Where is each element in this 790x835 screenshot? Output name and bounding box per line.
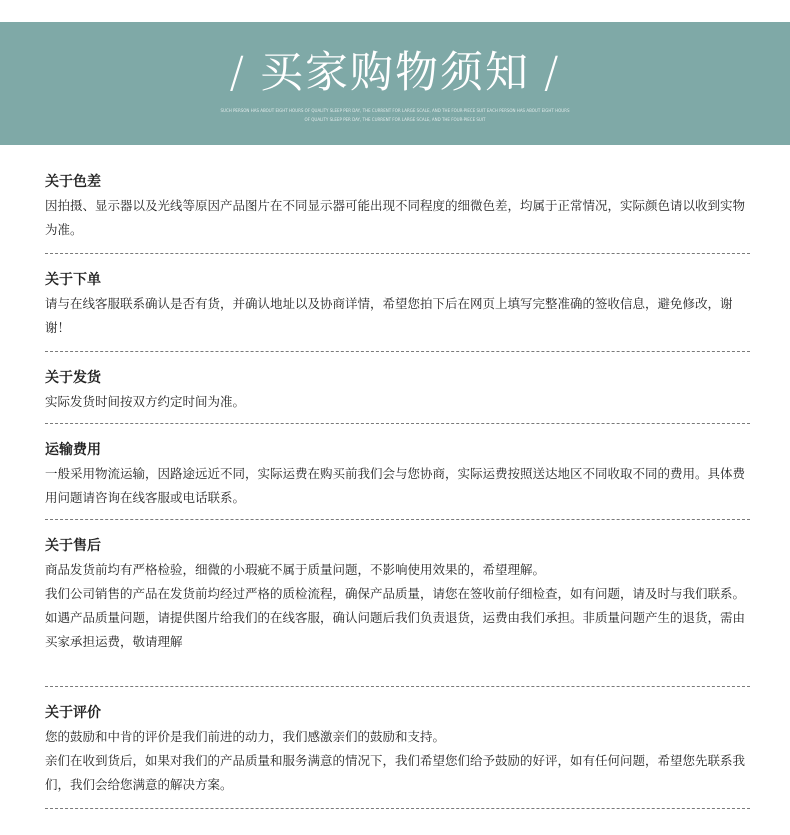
section-title: 关于色差 bbox=[45, 174, 101, 190]
banner-subtitle-line-1: SUCH PERSON HAS ABOUT EIGHT HOURS OF QUALITY SLEEP PER DAY, THE CURRENT FOR LARGE SCALE, AND THE FOUR-PIECE SUIT EACH PERSON HAS ABOUT EIGHT HOURS bbox=[220, 108, 570, 113]
notice-content bbox=[45, 169, 750, 822]
section-paragraph: 一般采用物流运输，因路途远近不同，实际运费在购买前我们会与您协商，实际运费按照送达地区不同收取不同的费用。具体费用问题请咨询在线客服或电话联系。 bbox=[45, 466, 746, 505]
section-shipping bbox=[45, 365, 750, 424]
section-body bbox=[45, 462, 750, 510]
top-margin bbox=[0, 0, 790, 22]
section-paragraph: 亲们在收到货后，如果对我们的产品质量和服务满意的情况下，我们希望您们给予鼓励的好评，如有任何问题，希望您先联系我们，我们会给您满意的解决方案。 bbox=[45, 753, 746, 792]
section-body bbox=[45, 292, 750, 340]
section-title: 运输费用 bbox=[45, 442, 101, 458]
page-title bbox=[0, 44, 790, 102]
header-banner bbox=[0, 22, 790, 145]
section-freight-cost bbox=[45, 437, 750, 520]
section-paragraph: 我们公司销售的产品在发货前均经过严格的质检流程，确保产品质量，请您在签收前仔细检查，如有问题，请及时与我们联系。 bbox=[45, 586, 746, 601]
section-paragraph: 如遇产品质量问题，请提供图片给我们的在线客服，确认问题后我们负责退货，运费由我们承担。非质量问题产生的退货，需由买家承担运费，敬请理解 bbox=[45, 610, 746, 649]
section-reviews bbox=[45, 700, 750, 809]
section-title: 关于评价 bbox=[45, 705, 101, 721]
section-paragraph: 因拍摄、显示器以及光线等原因产品图片在不同显示器可能出现不同程度的细微色差，均属于正常情况，实际颜色请以收到实物为准。 bbox=[45, 198, 746, 237]
section-title: 关于售后 bbox=[45, 538, 101, 554]
section-body bbox=[45, 194, 750, 242]
section-title: 关于发货 bbox=[45, 370, 101, 386]
title-slash-left: / bbox=[229, 48, 246, 98]
section-ordering bbox=[45, 267, 750, 352]
section-body bbox=[45, 725, 750, 797]
section-paragraph: 商品发货前均有严格检验，细微的小瑕疵不属于质量问题，不影响使用效果的，希望理解。 bbox=[45, 562, 546, 577]
section-paragraph: 请与在线客服联系确认是否有货，并确认地址以及协商详情，希望您拍下后在网页上填写完整准确的签收信息，避免修改，谢谢！ bbox=[45, 296, 733, 335]
section-title: 关于下单 bbox=[45, 272, 101, 288]
section-paragraph: 您的鼓励和中肯的评价是我们前进的动力，我们感激亲们的鼓励和支持。 bbox=[45, 729, 446, 744]
title-slash-right: / bbox=[544, 48, 561, 98]
section-paragraph: 实际发货时间按双方约定时间为准。 bbox=[45, 394, 246, 409]
page-title-text: 买家购物须知 bbox=[260, 48, 530, 98]
section-color-difference bbox=[45, 169, 750, 254]
banner-subtitle-line-2: OF QUALITY SLEEP PER DAY, THE CURRENT FOR LARGE SCALE, AND THE FOUR-PIECE SUIT bbox=[304, 117, 486, 122]
section-body bbox=[45, 390, 750, 414]
section-after-sales bbox=[45, 533, 750, 687]
section-body bbox=[45, 558, 750, 654]
